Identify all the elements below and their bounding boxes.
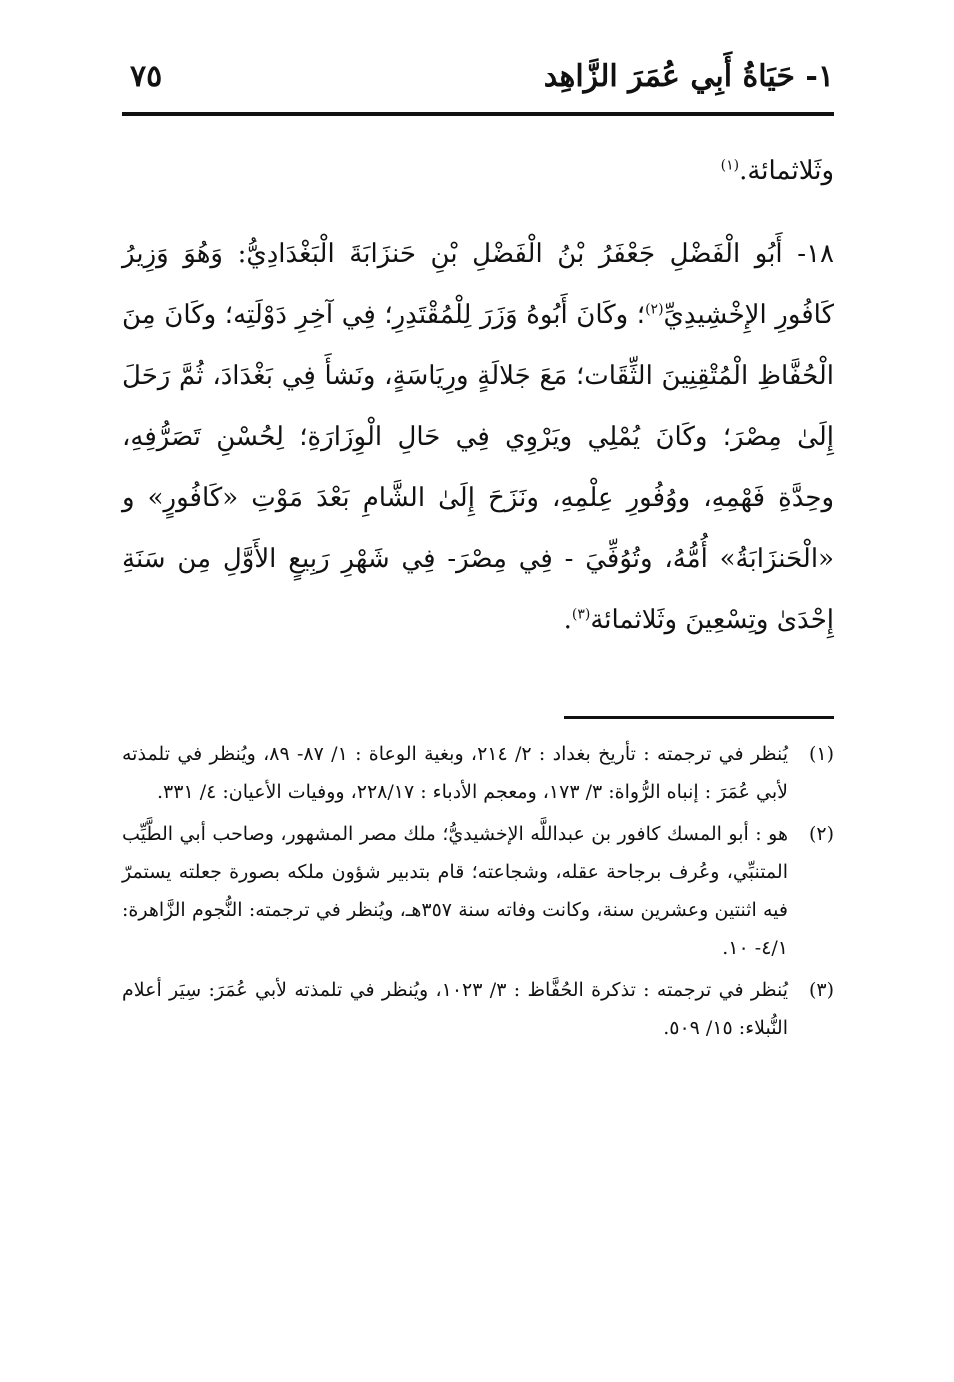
footnote-item (122, 971, 834, 1047)
main-text (122, 140, 834, 651)
header-rule (122, 112, 834, 116)
entry-text-end: . (563, 605, 572, 635)
footnote-item (122, 815, 834, 967)
footnote-ref-3[interactable]: (٣) (571, 606, 591, 623)
footnote-text: يُنظر في ترجمته : تأريخ بغداد : ٢/ ٢١٤، وبغية الوعاة : ١/ ٨٧- ٨٩، ويُنظر في تلمذته لأبي عُمَرَ : إنباه الرُّواة: ٣/ ١٧٣، ومعجم الأدباء : ٢٢٨/١٧، ووفيات الأعيان: ٤/ ٣٣١. (122, 743, 788, 803)
footnote-separator (564, 716, 834, 719)
biography-entry-18 (122, 224, 834, 651)
continuation-paragraph (122, 140, 834, 202)
entry-text-part1: أَبُو الْفَضْلِ جَعْفَرُ بْنُ الْفَضْلِ بْنِ حَنزَابَةَ الْبَغْدَادِيُّ: وَهُوَ وَزِيرُ كَافُورِ الإِخْشِيدِيِّ (122, 239, 834, 330)
footnote-ref-2[interactable]: (٢) (645, 301, 664, 318)
footnote-marker: (٢) (808, 823, 834, 845)
footnote-ref-1[interactable]: (١) (720, 157, 740, 174)
chapter-title: ١- حَيَاةُ أَبِي عُمَرَ الزَّاهِد (543, 59, 834, 94)
page-number: ٧٥ (130, 59, 163, 94)
footnote-item (122, 735, 834, 811)
entry-number: ١٨- (797, 239, 835, 269)
footnote-marker: (٣) (808, 979, 834, 1001)
continuation-text: وثَلاثمائة. (739, 156, 834, 186)
footnotes-section (122, 735, 834, 1051)
footnote-marker: (١) (808, 743, 834, 765)
entry-text-part2: ؛ وكَانَ أَبُوهُ وَزَرَ لِلْمُقْتَدِرِ؛ فِي آخِرِ دَوْلَتِه؛ وكَانَ مِنَ الْحُفَّاظِ الْمُتْقِنِينَ الثِّقَات؛ مَعَ جَلالَةٍ ورِيَاسَةٍ، ونَشأَ فِي بَغْدَادَ، ثُمَّ رَحَلَ إِلَىٰ مِصْرَ؛ وكَانَ يُمْلِي ويَرْوِي فِي حَالِ الْوِزَارَةِ؛ لِحُسْنِ تَصَرُّفِهِ، وحِدَّةِ فَهْمِهِ، ووُفُورِ عِلْمِهِ، ونَزَحَ إِلَىٰ الشَّامِ بَعْدَ مَوْتِ «كَافُورٍ» و «الْحَنزَابَةُ» أُمُّهُ، وتُوُفِّيَ - فِي مِصْرَ- فِي شَهْرِ رَبِيعٍ الأَوَّلِ مِن سَنَةِ إِحْدَىٰ وتِسْعِينَ وثَلاثمائة (122, 300, 834, 635)
footnote-text: يُنظر في ترجمته : تذكرة الحُفَّاظ : ٣/ ١٠٢٣، ويُنظر في تلمذته لأبي عُمَرَ: سِيَر أعلام النُّبلاء: ١٥/ ٥٠٩. (122, 979, 788, 1039)
footnote-text: هو : أبو المسك كافور بن عبداللَّه الإخشيديُّ؛ ملك مصر المشهور، وصاحب أبي الطَّيِّب المتنبِّي، وعُرف برجاحة عقله، وشجاعته؛ قام بتدبير شؤون ملكه بصورة جعلته يستمرّ فيه اثنتين وعشرين سنة، وكانت وفاته سنة ٣٥٧هـ، ويُنظر في ترجمته: النُّجوم الزَّاهرة: ٤/١- ١٠. (122, 823, 789, 959)
running-header (122, 52, 834, 108)
